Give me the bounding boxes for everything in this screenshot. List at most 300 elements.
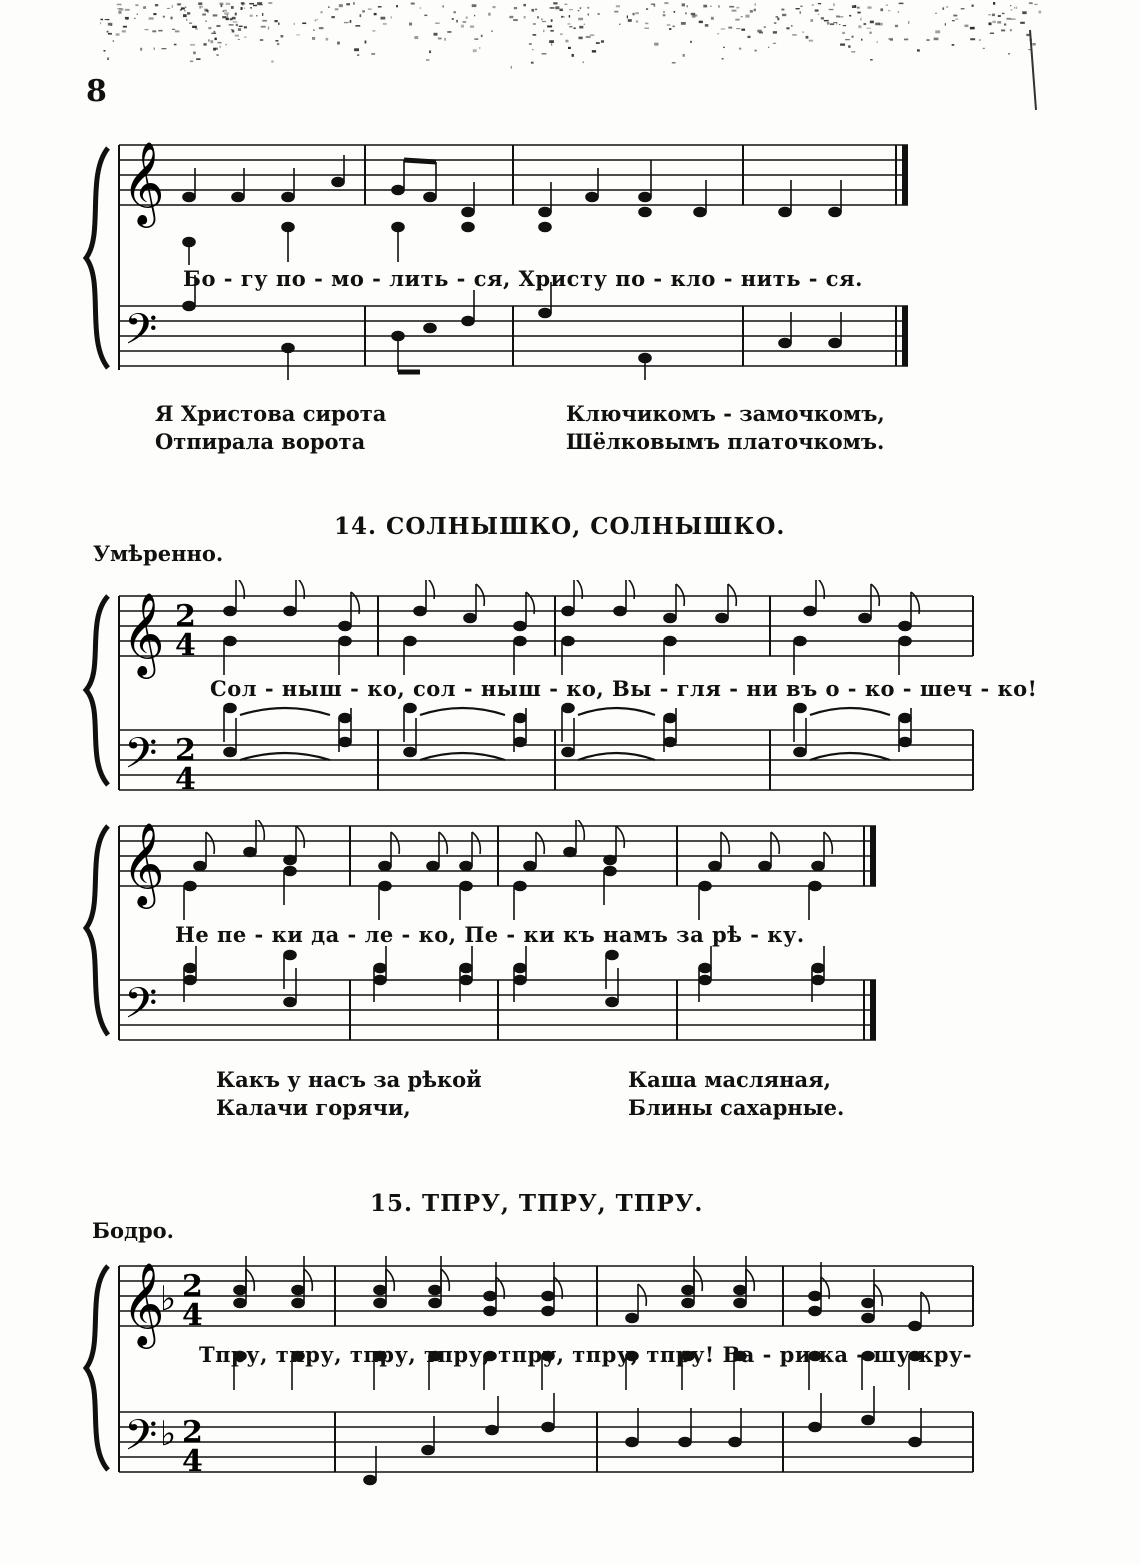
note-head: [729, 1438, 741, 1447]
paper-speck: [224, 10, 227, 12]
note-head: [709, 862, 721, 871]
paper-speck: [888, 38, 893, 40]
paper-speck: [204, 9, 207, 12]
note-head: [514, 637, 526, 646]
paper-speck: [198, 2, 202, 5]
paper-speck: [181, 7, 185, 9]
tie-arc: [420, 708, 505, 715]
paper-speck: [917, 49, 920, 51]
paper-speck: [158, 30, 162, 32]
time-signature-bottom: 4: [175, 628, 196, 663]
paper-speck: [732, 10, 737, 12]
note-head: [899, 637, 911, 646]
paper-speck: [337, 42, 340, 45]
paper-speck: [669, 28, 671, 30]
note-head: [374, 976, 386, 985]
verse-line: Блины сахарные.: [628, 1095, 845, 1120]
paper-speck: [1010, 5, 1011, 6]
note-head: [284, 867, 296, 876]
paper-speck: [584, 24, 585, 25]
bass-clef-icon: 𝄢: [124, 305, 158, 365]
paper-speck: [836, 23, 837, 25]
note-head: [809, 882, 821, 891]
paper-speck: [645, 23, 648, 25]
paper-speck: [979, 39, 981, 41]
paper-speck: [374, 13, 377, 15]
paper-speck: [275, 40, 278, 41]
time-signature-top: 2: [182, 1269, 203, 1304]
paper-speck: [598, 13, 600, 14]
paper-speck: [244, 8, 245, 9]
paper-speck: [531, 9, 534, 12]
paper-speck: [378, 6, 382, 8]
song13-verse-right: [566, 400, 885, 456]
bass-clef-icon: 𝄢: [124, 979, 158, 1039]
paper-speck: [579, 37, 583, 40]
paper-speck: [800, 11, 801, 14]
note-head: [679, 1438, 691, 1447]
paper-speck: [365, 41, 367, 44]
paper-speck: [839, 24, 840, 25]
paper-speck: [803, 31, 804, 33]
note-head: [339, 714, 351, 723]
paper-speck: [848, 45, 850, 47]
paper-speck: [728, 27, 732, 29]
paper-speck: [532, 34, 536, 36]
treble-clef-icon: 𝄞: [122, 591, 165, 675]
note-head: [224, 607, 236, 616]
note-head: [909, 1322, 921, 1331]
paper-speck: [353, 2, 355, 5]
paper-speck: [360, 14, 362, 17]
paper-speck: [992, 14, 995, 17]
note-head: [514, 964, 526, 973]
paper-speck: [810, 19, 813, 22]
paper-speck: [711, 17, 714, 20]
paper-speck: [262, 13, 263, 16]
paper-speck: [107, 31, 109, 33]
paper-speck: [614, 11, 618, 13]
treble-clef-icon: 𝄞: [122, 140, 165, 224]
paper-speck: [335, 8, 339, 10]
paper-speck: [383, 23, 387, 25]
paper-speck: [961, 8, 965, 9]
paper-speck: [635, 12, 639, 14]
verse-line: Каша масляная,: [628, 1067, 831, 1092]
paper-speck: [118, 11, 121, 14]
note-head: [484, 1292, 496, 1301]
paper-speck: [578, 10, 580, 11]
paper-speck: [818, 14, 819, 15]
paper-speck: [350, 20, 352, 23]
paper-speck: [409, 23, 412, 26]
paper-speck: [587, 7, 589, 9]
note-head: [414, 607, 426, 616]
note-head: [514, 622, 526, 631]
paper-speck: [208, 39, 209, 41]
paper-speck: [108, 33, 112, 35]
paper-speck: [315, 20, 317, 22]
note-head: [404, 637, 416, 646]
paper-speck: [1014, 7, 1015, 9]
note-head: [562, 607, 574, 616]
paper-speck: [579, 26, 583, 29]
note-head: [514, 738, 526, 747]
note-head: [514, 976, 526, 985]
paper-speck: [362, 10, 365, 12]
note-head: [626, 1314, 638, 1323]
note-head: [562, 637, 574, 646]
note-head: [794, 637, 806, 646]
paper-speck: [840, 43, 845, 45]
paper-speck: [249, 3, 254, 5]
tie-arc: [810, 708, 890, 715]
flat-key-signature-icon: ♭: [160, 1279, 177, 1319]
paper-speck: [435, 22, 439, 23]
paper-speck: [705, 24, 709, 27]
treble-clef-icon: 𝄞: [122, 1261, 165, 1345]
paper-speck: [470, 26, 474, 28]
paper-speck: [880, 8, 883, 11]
paper-speck: [776, 16, 779, 17]
song15-tempo: Бодро.: [92, 1218, 174, 1243]
note-head: [794, 748, 806, 757]
paper-speck: [281, 35, 284, 37]
paper-speck: [946, 6, 948, 8]
paper-speck: [238, 28, 241, 31]
paper-speck: [870, 32, 872, 34]
paper-speck: [107, 57, 109, 60]
paper-speck: [858, 25, 861, 28]
paper-speck: [492, 6, 495, 8]
paper-speck: [870, 59, 872, 60]
note-head: [514, 882, 526, 891]
paper-speck: [533, 23, 536, 25]
paper-speck: [119, 8, 124, 10]
paper-speck: [137, 13, 138, 15]
verse-line: Отпирала ворота: [155, 429, 366, 454]
paper-speck: [796, 8, 800, 9]
note-head: [734, 1299, 746, 1308]
paper-speck: [792, 34, 797, 36]
paper-speck: [321, 11, 323, 13]
paper-speck: [101, 19, 103, 21]
page-edge-noise: [0, 0, 1140, 110]
note-head: [374, 964, 386, 973]
note-head: [364, 1476, 376, 1485]
verse-line: Калачи горячи,: [216, 1095, 411, 1120]
paper-speck: [908, 21, 909, 24]
paper-speck: [945, 23, 946, 25]
note-head: [460, 882, 472, 891]
paper-speck: [718, 5, 720, 7]
paper-speck: [644, 28, 649, 29]
paper-speck: [1008, 53, 1010, 55]
paper-speck: [692, 15, 696, 17]
paper-speck: [178, 4, 180, 5]
paper-speck: [231, 6, 234, 9]
note-head: [224, 704, 236, 713]
paper-speck: [529, 43, 532, 44]
paper-speck: [574, 27, 576, 29]
note-head: [862, 1314, 874, 1323]
paper-speck: [553, 2, 557, 4]
paper-speck: [777, 18, 779, 21]
note-head: [429, 1286, 441, 1295]
paper-speck: [877, 41, 878, 43]
paper-speck: [875, 23, 880, 26]
paper-speck: [355, 25, 360, 27]
note-head: [899, 714, 911, 723]
paper-speck: [818, 3, 821, 4]
note-head: [812, 862, 824, 871]
note-head: [564, 848, 576, 857]
paper-speck: [236, 24, 238, 26]
paper-speck: [580, 7, 582, 9]
paper-speck: [757, 30, 761, 33]
paper-speck: [672, 62, 676, 63]
paper-speck: [203, 43, 206, 45]
paper-speck: [371, 53, 375, 54]
paper-speck: [1010, 29, 1012, 31]
paper-speck: [934, 38, 939, 41]
paper-speck: [1006, 18, 1011, 20]
note-head: [734, 1286, 746, 1295]
paper-speck: [722, 58, 724, 59]
paper-speck: [239, 26, 243, 27]
paper-speck: [860, 18, 861, 21]
paper-speck: [542, 21, 546, 22]
paper-speck: [143, 6, 146, 9]
note-head: [234, 1299, 246, 1308]
paper-speck: [174, 44, 177, 46]
paper-speck: [213, 14, 218, 16]
paper-speck: [1004, 23, 1006, 25]
paper-speck: [824, 20, 829, 21]
song15-score-system: [0, 1250, 1140, 1490]
paper-speck: [723, 47, 725, 48]
note-head: [427, 862, 439, 871]
time-signature-top: 2: [175, 599, 196, 634]
paper-speck: [942, 7, 944, 9]
note-head: [604, 856, 616, 865]
time-signature-top: 2: [175, 733, 196, 768]
paper-speck: [207, 11, 208, 13]
paper-speck: [244, 26, 247, 28]
paper-speck: [710, 6, 712, 7]
paper-speck: [690, 41, 692, 43]
paper-speck: [319, 27, 324, 29]
paper-speck: [888, 10, 890, 11]
note-head: [524, 862, 536, 871]
song15-lyrics: Тпру, тпру, тпру, тпру, тпру, тпру, тпру! Ва - ри ка - шу кру-: [199, 1342, 973, 1367]
note-head: [862, 1416, 874, 1425]
paper-speck: [167, 8, 170, 9]
paper-speck: [372, 30, 375, 32]
paper-speck: [583, 61, 584, 63]
note-head: [460, 976, 472, 985]
paper-speck: [211, 33, 216, 34]
paper-speck: [843, 25, 846, 26]
paper-speck: [800, 6, 802, 7]
paper-speck: [935, 13, 937, 14]
paper-speck: [1029, 2, 1033, 4]
treble-clef-icon: 𝄞: [122, 821, 165, 905]
note-head: [542, 1292, 554, 1301]
note-head: [224, 748, 236, 757]
paper-speck: [183, 14, 187, 17]
paper-speck: [768, 47, 769, 48]
paper-speck: [674, 11, 676, 13]
paper-speck: [312, 37, 315, 40]
paper-speck: [216, 54, 218, 55]
note-head: [542, 1307, 554, 1316]
note-head: [422, 1446, 434, 1455]
song13-score-system: [0, 130, 1140, 380]
paper-speck: [672, 26, 674, 28]
paper-speck: [588, 14, 589, 16]
note-head: [460, 862, 472, 871]
paper-speck: [108, 23, 112, 26]
note-head: [404, 704, 416, 713]
verse-line: Какъ у насъ за рѣкой: [216, 1067, 482, 1092]
note-head: [809, 1307, 821, 1316]
paper-speck: [346, 3, 350, 5]
paper-speck: [898, 11, 900, 12]
paper-speck: [745, 15, 749, 18]
paper-speck: [443, 5, 444, 7]
paper-speck: [870, 21, 874, 24]
note-head: [699, 882, 711, 891]
paper-speck: [827, 22, 830, 25]
paper-speck: [205, 21, 206, 22]
paper-speck: [229, 24, 234, 26]
note-head: [224, 637, 236, 646]
paper-speck: [190, 61, 193, 62]
paper-speck: [140, 48, 142, 51]
paper-speck: [741, 16, 743, 17]
paper-speck: [105, 19, 107, 20]
paper-speck: [226, 3, 230, 5]
paper-speck: [782, 14, 786, 16]
note-head: [812, 964, 824, 973]
paper-speck: [741, 29, 745, 31]
paper-speck: [992, 21, 996, 23]
note-head: [234, 1286, 246, 1295]
paper-speck: [316, 19, 318, 20]
paper-speck: [447, 31, 451, 32]
paper-speck: [232, 30, 235, 33]
paper-speck: [806, 36, 809, 39]
paper-speck: [1020, 22, 1025, 24]
paper-speck: [134, 18, 136, 19]
paper-speck: [791, 25, 792, 27]
paper-speck: [755, 50, 757, 52]
paper-speck: [863, 23, 866, 25]
paper-speck: [192, 26, 197, 28]
paper-speck: [125, 9, 130, 11]
paper-speck: [328, 6, 330, 8]
paper-speck: [414, 36, 418, 39]
note-head: [184, 976, 196, 985]
paper-speck: [216, 25, 220, 27]
paper-speck: [899, 3, 904, 4]
note-head: [379, 862, 391, 871]
paper-speck: [244, 37, 247, 38]
note-head: [809, 1423, 821, 1432]
paper-speck: [1016, 6, 1017, 9]
paper-speck: [230, 18, 233, 20]
note-head: [682, 1286, 694, 1295]
paper-speck: [972, 4, 974, 7]
paper-speck: [739, 48, 741, 50]
paper-speck: [227, 14, 228, 17]
paper-speck: [296, 34, 300, 35]
paper-speck: [463, 21, 467, 22]
paper-speck: [809, 40, 813, 42]
paper-speck: [107, 19, 110, 20]
paper-speck: [426, 59, 429, 61]
paper-speck: [764, 26, 766, 28]
note-head: [464, 614, 476, 623]
time-signature-bottom: 4: [182, 1444, 203, 1479]
paper-speck: [654, 43, 658, 46]
paper-speck: [391, 16, 392, 18]
paper-speck: [535, 9, 537, 10]
paper-speck: [294, 23, 295, 25]
paper-speck: [222, 16, 226, 18]
paper-speck: [326, 38, 329, 41]
song14-title: 14. СОЛНЫШКО, СОЛНЫШКО.: [334, 513, 786, 540]
paper-speck: [821, 17, 824, 19]
paper-speck: [970, 38, 975, 40]
song15-title: 15. ТПРУ, ТПРУ, ТПРУ.: [370, 1190, 704, 1217]
paper-speck: [396, 5, 398, 7]
paper-speck: [344, 22, 349, 23]
paper-speck: [685, 12, 687, 14]
paper-speck: [313, 29, 314, 31]
paper-speck: [993, 2, 995, 5]
paper-speck: [149, 17, 154, 19]
time-signature-top: 2: [182, 1415, 203, 1450]
paper-speck: [569, 26, 572, 27]
paper-speck: [261, 26, 266, 28]
paper-speck: [1011, 18, 1015, 19]
paper-speck: [568, 47, 571, 49]
paper-speck: [190, 44, 195, 46]
paper-speck: [682, 3, 685, 6]
paper-speck: [184, 10, 186, 11]
paper-speck: [833, 3, 835, 6]
note-head: [244, 848, 256, 857]
paper-speck: [895, 25, 898, 27]
paper-speck: [226, 44, 227, 45]
paper-speck: [628, 19, 632, 22]
paper-speck: [479, 47, 480, 49]
note-head: [284, 998, 296, 1007]
paper-speck: [997, 21, 1001, 24]
note-head: [716, 614, 728, 623]
time-signature-bottom: 4: [175, 762, 196, 797]
paper-speck: [424, 15, 427, 16]
note-head: [604, 867, 616, 876]
note-head: [374, 1286, 386, 1295]
bass-clef-icon: 𝄢: [124, 729, 158, 789]
paper-speck: [152, 30, 156, 32]
paper-speck: [754, 9, 756, 12]
paper-speck: [277, 43, 279, 45]
paper-speck: [210, 40, 213, 43]
